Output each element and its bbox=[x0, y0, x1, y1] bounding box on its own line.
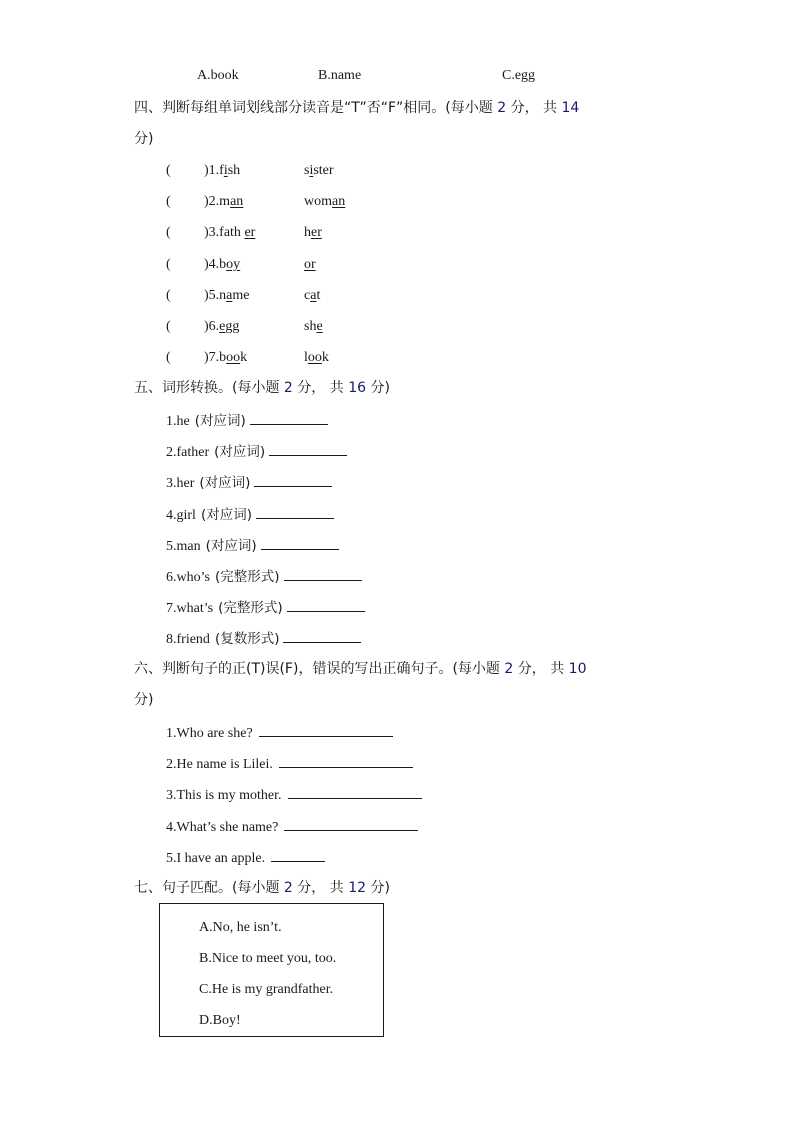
word-two bbox=[304, 163, 334, 178]
section6-score-each: 2 bbox=[504, 661, 514, 677]
sentence-text: 5.I have an apple. bbox=[166, 850, 266, 866]
word-transform-item bbox=[166, 598, 365, 618]
answer-blank[interactable] bbox=[284, 817, 418, 831]
word-transform-item bbox=[166, 629, 361, 649]
section4-heading-cont: 分) bbox=[134, 131, 154, 147]
word-two-post: ster bbox=[313, 163, 334, 178]
matching-option: C.He is my grandfather. bbox=[199, 982, 334, 997]
item-word: 3.her bbox=[166, 476, 195, 492]
sentence-judge-item bbox=[166, 754, 413, 774]
section4-heading bbox=[134, 99, 579, 117]
word-one-underlined: i bbox=[223, 163, 228, 178]
sentence-judge-item bbox=[166, 848, 325, 868]
option-a: A.book bbox=[197, 68, 239, 83]
item-hint: (对应词) bbox=[199, 475, 251, 492]
word-one-pre: )6. bbox=[204, 319, 220, 334]
section5-score-each: 2 bbox=[283, 380, 293, 396]
sentence-text: 4.What’s she name? bbox=[166, 819, 279, 835]
section6-heading-mid: 分， 共 bbox=[517, 661, 565, 677]
matching-options-box bbox=[159, 903, 384, 1037]
answer-blank[interactable] bbox=[256, 505, 334, 519]
answer-paren[interactable]: ( bbox=[166, 288, 171, 303]
word-one-pre: )4.b bbox=[204, 257, 227, 272]
item-word: 7.what’s bbox=[166, 601, 214, 617]
section7-score-total: 12 bbox=[348, 880, 367, 896]
item-hint: (复数形式) bbox=[214, 631, 280, 648]
word-two bbox=[304, 194, 345, 209]
word-two-post: k bbox=[321, 350, 329, 365]
item-word: 6.who’s bbox=[166, 570, 210, 585]
sentence-judge-item bbox=[166, 785, 422, 805]
item-word: 2.father bbox=[166, 445, 210, 461]
section5-heading-suffix: 分) bbox=[370, 380, 390, 396]
section6-heading bbox=[134, 660, 586, 678]
pronunciation-item bbox=[166, 287, 320, 305]
word-one-post: sh bbox=[227, 163, 241, 178]
sentence-text: 3.This is my mother. bbox=[166, 788, 282, 804]
word-one-post: me bbox=[232, 288, 250, 303]
section5-heading-text: 五、词形转换。(每小题 bbox=[134, 380, 280, 396]
answer-paren[interactable]: ( bbox=[166, 257, 171, 272]
section7-score-each: 2 bbox=[283, 880, 293, 896]
word-one-underlined: er bbox=[244, 225, 256, 240]
word-two-underlined: er bbox=[311, 225, 322, 240]
matching-option: B.Nice to meet you, too. bbox=[199, 951, 337, 966]
word-one-pre: )1.f bbox=[204, 163, 224, 178]
answer-blank[interactable] bbox=[284, 567, 362, 581]
section6-heading-cont: 分) bbox=[134, 692, 154, 708]
option-b: B.name bbox=[318, 68, 362, 83]
pronunciation-item bbox=[166, 256, 316, 274]
item-hint: (完整形式) bbox=[218, 600, 283, 617]
word-one bbox=[204, 256, 304, 274]
answer-blank[interactable] bbox=[259, 723, 393, 737]
item-word: 5.man bbox=[166, 538, 201, 554]
word-one-post: gg bbox=[225, 319, 240, 334]
section7-heading-mid: 分， 共 bbox=[297, 880, 344, 896]
answer-paren[interactable]: ( bbox=[166, 319, 171, 334]
word-two-underlined: a bbox=[310, 288, 317, 303]
answer-blank[interactable] bbox=[283, 629, 361, 643]
word-one-underlined: oo bbox=[226, 350, 241, 365]
word-transform-item bbox=[166, 567, 362, 587]
word-two bbox=[304, 288, 320, 303]
item-hint: (对应词) bbox=[205, 537, 257, 554]
word-one-underlined: a bbox=[226, 288, 233, 303]
word-two bbox=[304, 257, 316, 272]
word-two-pre: c bbox=[304, 288, 311, 303]
word-two bbox=[304, 225, 322, 240]
word-transform-item bbox=[166, 411, 328, 431]
answer-blank[interactable] bbox=[269, 442, 347, 456]
section4-heading-mid: 分， 共 bbox=[510, 100, 558, 116]
word-one bbox=[204, 193, 304, 211]
word-one-pre: )7.b bbox=[204, 350, 227, 365]
word-transform-item bbox=[166, 442, 347, 462]
word-one bbox=[204, 349, 304, 367]
word-two bbox=[304, 319, 323, 334]
section4-score-total: 14 bbox=[561, 100, 580, 116]
word-two-pre: s bbox=[304, 163, 310, 178]
word-one bbox=[204, 162, 304, 180]
word-one bbox=[204, 318, 304, 336]
section4-score-each: 2 bbox=[497, 100, 507, 116]
sentence-judge-item bbox=[166, 723, 393, 743]
section5-score-total: 16 bbox=[348, 380, 367, 396]
section7-heading-text: 七、句子匹配。(每小题 bbox=[134, 880, 280, 896]
item-word: 4.girl bbox=[166, 507, 196, 523]
answer-blank[interactable] bbox=[279, 754, 413, 768]
word-one-underlined: e bbox=[219, 319, 226, 334]
answer-paren[interactable]: ( bbox=[166, 350, 171, 365]
pronunciation-item bbox=[166, 224, 322, 242]
matching-option: D.Boy! bbox=[199, 1013, 241, 1028]
item-word: 8.friend bbox=[166, 632, 210, 648]
word-one bbox=[204, 287, 304, 305]
word-two-underlined: or bbox=[304, 257, 316, 272]
word-two-pre: l bbox=[304, 350, 308, 365]
section4-heading-text: 四、判断每组单词划线部分读音是“T”否“F”相同。(每小题 bbox=[134, 100, 493, 116]
answer-paren[interactable]: ( bbox=[166, 163, 171, 178]
word-one-underlined: an bbox=[230, 194, 244, 209]
pronunciation-item bbox=[166, 162, 334, 180]
pronunciation-item bbox=[166, 349, 329, 367]
word-transform-item bbox=[166, 536, 339, 556]
answer-blank[interactable] bbox=[271, 848, 325, 862]
pronunciation-item bbox=[166, 193, 345, 211]
item-hint: (对应词) bbox=[214, 444, 266, 461]
answer-blank[interactable] bbox=[288, 785, 422, 799]
item-hint: (对应词) bbox=[194, 413, 246, 429]
section5-heading bbox=[134, 379, 390, 397]
word-transform-item bbox=[166, 505, 334, 525]
section7-heading-suffix: 分) bbox=[370, 880, 390, 896]
word-two-pre: h bbox=[304, 225, 311, 240]
option-c: C.egg bbox=[502, 68, 536, 83]
sentence-text: 1.Who are she? bbox=[166, 726, 253, 741]
answer-blank[interactable] bbox=[250, 411, 328, 425]
word-one-post: k bbox=[240, 350, 248, 365]
word-two-post: t bbox=[316, 288, 321, 303]
answer-paren[interactable]: ( bbox=[166, 194, 171, 209]
section5-heading-mid: 分， 共 bbox=[297, 380, 344, 396]
word-two-pre: wom bbox=[304, 194, 332, 209]
sentence-judge-item bbox=[166, 817, 418, 837]
answer-blank[interactable] bbox=[261, 536, 339, 550]
answer-blank[interactable] bbox=[287, 598, 365, 612]
word-transform-item bbox=[166, 473, 332, 493]
item-hint: (完整形式) bbox=[214, 569, 280, 585]
section6-heading-text: 六、判断句子的正(T)误(F)，错误的写出正确句子。(每小题 bbox=[134, 661, 500, 677]
word-one-underlined: oy bbox=[226, 257, 241, 272]
pronunciation-item bbox=[166, 318, 323, 336]
sentence-text: 2.He name is Lilei. bbox=[166, 757, 273, 773]
word-one-pre: )3.fath bbox=[204, 225, 245, 240]
item-hint: (对应词) bbox=[200, 506, 252, 523]
word-two-underlined: oo bbox=[307, 350, 322, 365]
word-one-pre: )5.n bbox=[204, 288, 227, 303]
word-two-underlined: i bbox=[309, 163, 314, 178]
item-word: 1.he bbox=[166, 414, 190, 429]
word-two bbox=[304, 350, 329, 365]
word-two-underlined: an bbox=[332, 194, 346, 209]
section6-score-total: 10 bbox=[568, 661, 587, 677]
section7-heading bbox=[134, 879, 390, 897]
matching-option: A.No, he isn’t. bbox=[199, 920, 282, 935]
word-two-underlined: e bbox=[316, 319, 323, 334]
answer-blank[interactable] bbox=[254, 473, 332, 487]
answer-paren[interactable]: ( bbox=[166, 225, 171, 240]
word-two-pre: sh bbox=[304, 319, 317, 334]
word-one bbox=[204, 224, 304, 242]
word-one-pre: )2.m bbox=[204, 194, 231, 209]
